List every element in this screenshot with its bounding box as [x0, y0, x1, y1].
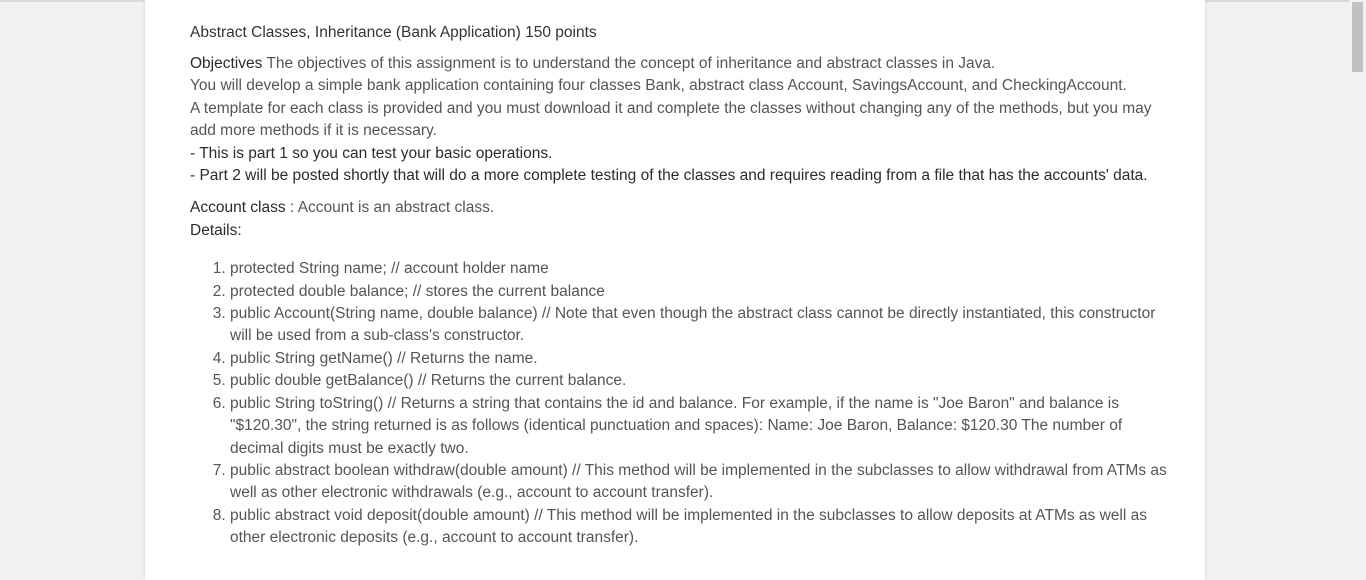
assignment-title: Abstract Classes, Inheritance (Bank Application) 150 points [190, 24, 597, 41]
objectives-paragraph [190, 53, 1170, 75]
vertical-scrollbar[interactable] [1349, 0, 1366, 580]
list-item: 3. public Account(String name, double balance) // Note that even though the abstract class cannot be directly instantiated, this constructor will be used from a sub-class's constructor. [230, 303, 1170, 348]
list-item: 4. public String getName() // Returns the name. [230, 348, 1170, 370]
part2-note: - Part 2 will be posted shortly that will do a more complete testing of the classes and requires reading from a file that has the accounts' data. [190, 167, 1148, 185]
document-content [190, 22, 1170, 550]
scrollbar-thumb[interactable] [1352, 2, 1363, 72]
list-item: 2. protected double balance; // stores the current balance [230, 281, 1170, 303]
account-class-section [190, 197, 1170, 242]
details-list [190, 258, 1170, 549]
list-item: 1. protected String name; // account holder name [230, 258, 1170, 280]
objectives-text: The objectives of this assignment is to understand the concept of inheritance and abstract classes in Java. [262, 55, 996, 72]
list-item: 8. public abstract void deposit(double amount) // This method will be implemented in the subclasses to allow deposits at ATMs as well as other electronic deposits (e.g., account to account transfer). [230, 505, 1170, 550]
objectives-label: Objectives [190, 55, 263, 72]
details-label: Details: [190, 221, 242, 239]
objectives-line-3: A template for each class is provided and you must download it and complete the classes without changing any of the methods, but you may add more methods if it is necessary. [190, 99, 1152, 140]
account-class-label: Account class [190, 199, 286, 217]
list-item: 6. public String toString() // Returns a string that contains the id and balance. For example, if the name is "Joe Baron" and balance is "$120.30", the string returned is as follows (identical punctuation and spaces): Name: Joe Baron, Balance: $120.30 The number of decimal digits must be exactly two. [230, 393, 1170, 460]
list-item: 5. public double getBalance() // Returns the current balance. [230, 370, 1170, 392]
document-page [145, 0, 1205, 580]
account-class-text: : Account is an abstract class. [285, 199, 495, 217]
part1-note: - This is part 1 so you can test your basic operations. [190, 144, 553, 162]
objectives-section [190, 53, 1170, 187]
account-class-paragraph [190, 197, 1170, 219]
list-item: 7. public abstract boolean withdraw(double amount) // This method will be implemented in the subclasses to allow withdrawal from ATMs as well as other electronic withdrawals (e.g., account to account transfer). [230, 460, 1170, 505]
objectives-line-2: You will develop a simple bank application containing four classes Bank, abstract class Account, SavingsAccount, and CheckingAccount. [190, 77, 1127, 95]
